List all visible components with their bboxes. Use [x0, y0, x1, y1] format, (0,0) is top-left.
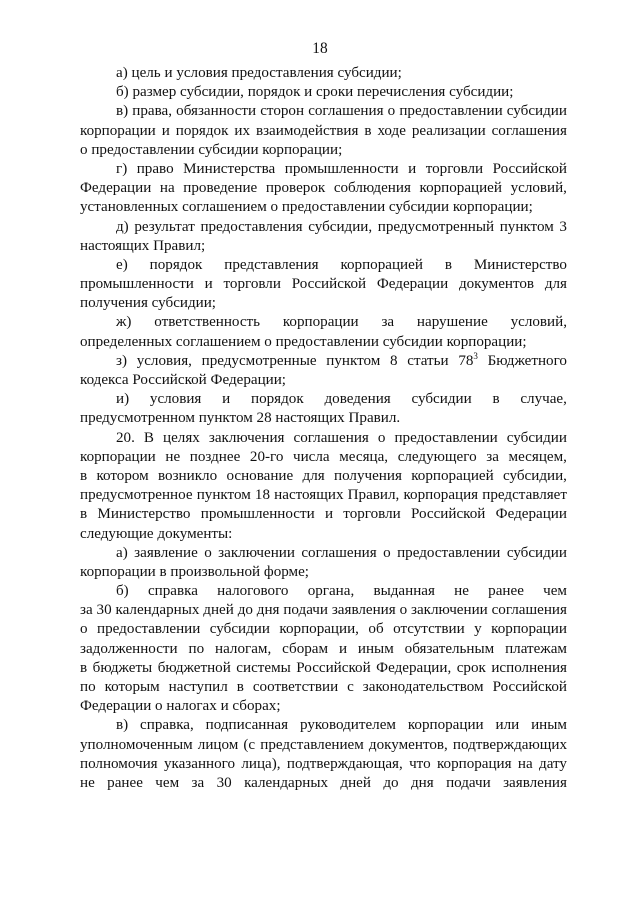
text-line: о предоставлении субсидии корпорации;	[80, 141, 343, 158]
text-line: Федерации о налогах и сборах;	[80, 698, 281, 715]
text-line: а) цель и условия предоставления субсидии;	[116, 65, 402, 81]
text-line: б) справка налогового органа, выданная не ранее чем	[116, 583, 567, 600]
text-line: уполномоченным лицом (с представлением документов, подтверждающих	[80, 736, 567, 753]
text-line: д) результат предоставления субсидии, предусмотренный пунктом 3	[116, 218, 567, 235]
text-line: за 30 календарных дней до дня подачи заявления о заключении соглашения	[80, 602, 567, 619]
text-line: задолженности по налогам, сборам и иным обязательным платежам	[80, 640, 567, 657]
page-number: 18	[312, 40, 328, 57]
document-body	[80, 64, 567, 793]
text-line: ж) ответственность корпорации за нарушение условий,	[116, 314, 567, 331]
text-line: определенных соглашением о предоставлении субсидии корпорации;	[80, 333, 527, 350]
text-line: корпорации и порядок их взаимодействия в ходе реализации соглашения	[80, 122, 567, 139]
text-line: в бюджеты бюджетной системы Российской Федерации, срок исполнения	[80, 659, 567, 676]
text-line: в) справка, подписанная руководителем корпорации или иным	[116, 717, 567, 734]
text-line: полномочия указанного лица), подтверждающая, что корпорация на дату	[80, 755, 567, 772]
text-line: а) заявление о заключении соглашения о предоставлении субсидии	[116, 544, 567, 561]
text-line: предусмотренном пунктом 28 настоящих Правил.	[80, 410, 401, 427]
text-line: г) право Министерства промышленности и торговли Российской	[116, 160, 567, 177]
text-line: промышленности и торговли Российской Федерации документов для	[80, 276, 567, 293]
text-line: установленных соглашением о предоставлении субсидии корпорации;	[80, 199, 533, 216]
text-line: в Министерство промышленности и торговли Российской Федерации	[80, 506, 567, 523]
text-line: следующие документы:	[80, 525, 233, 542]
text-line: б) размер субсидии, порядок и сроки перечисления субсидии;	[116, 84, 514, 101]
text-line: по которым наступил в соответствии с законодательством Российской	[80, 679, 567, 695]
text-line: корпорации не позднее 20-го числа месяца, следующего за месяцем,	[80, 448, 567, 465]
text-line: корпорации в произвольной форме;	[80, 563, 309, 580]
text-line: кодекса Российской Федерации;	[80, 372, 287, 388]
text-line: в котором возникло основание для получения корпорацией субсидии,	[80, 467, 567, 484]
text-line: и) условия и порядок доведения субсидии в случае,	[116, 391, 567, 408]
text-line: настоящих Правил;	[80, 237, 206, 254]
text-line: предусмотренное пунктом 18 настоящих Правил, корпорация представляет	[80, 487, 567, 504]
text-line: е) порядок представления корпорацией в Министерство	[116, 256, 567, 273]
superscript: 3	[473, 350, 478, 361]
text-line: в) права, обязанности сторон соглашения о предоставлении субсидии	[116, 103, 567, 120]
text-line: 20. В целях заключения соглашения о предоставлении субсидии	[116, 429, 567, 446]
text-line: Федерации на проведение проверок соблюдения корпорацией условий,	[80, 180, 567, 197]
text-line: получения субсидии;	[80, 295, 216, 312]
text-line: о предоставлении субсидии корпорации, об отсутствии у корпорации	[80, 621, 567, 638]
text-line: з) условия, предусмотренные пунктом 8 статьи $78^3$ Бюджетного	[116, 350, 567, 369]
text-line: не ранее чем за 30 календарных дней до дня подачи заявления	[80, 774, 567, 791]
